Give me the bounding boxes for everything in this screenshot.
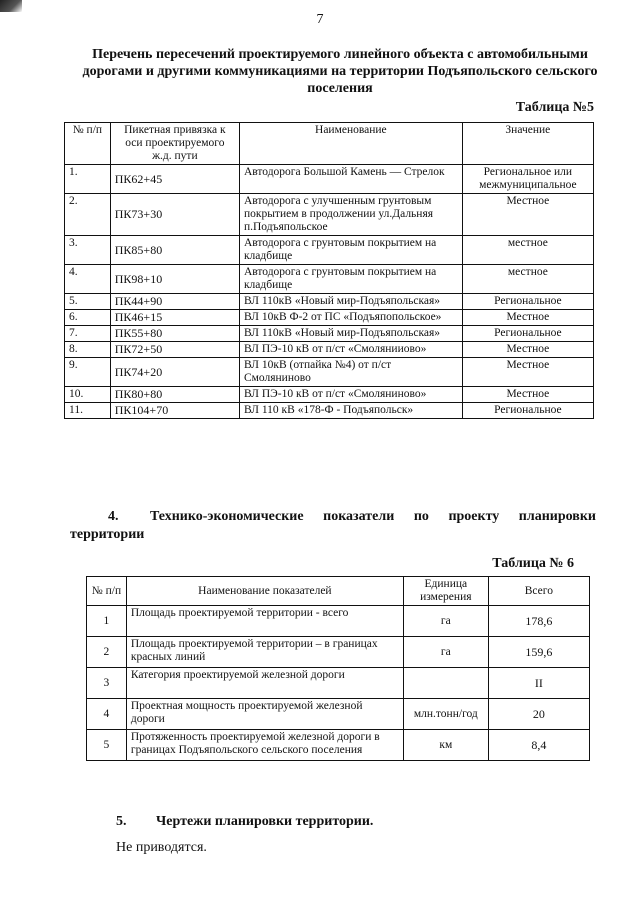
- row-total: 159,6: [488, 637, 589, 668]
- row-number: 2: [87, 637, 127, 668]
- page-heading: Перечень пересечений проектируемого линейного объекта с автомобильными дорогами и другими коммуникациями на территории Подъяпольского сельского поселения: [82, 47, 598, 96]
- row-indicator: Площадь проектируемой территории - всего: [126, 606, 403, 637]
- row-value: Региональное: [462, 326, 593, 342]
- table-row: [87, 699, 590, 730]
- header-picket: Пикетная привязка к оси проектируемого ж.д. пути: [110, 123, 239, 165]
- table-row: [87, 637, 590, 668]
- row-number: 2.: [65, 194, 111, 236]
- scan-corner-mark: [0, 0, 22, 12]
- row-number: 5.: [65, 294, 111, 310]
- row-name: ВЛ 110кВ «Новый мир-Подъяпольская»: [239, 326, 462, 342]
- row-picket: ПК74+20: [110, 358, 239, 387]
- row-unit: млн.тонн/год: [403, 699, 488, 730]
- section4-heading: [70, 508, 596, 544]
- section5-note: Не приводятся.: [116, 840, 207, 855]
- row-picket: ПК62+45: [110, 165, 239, 194]
- row-total: 20: [488, 699, 589, 730]
- row-number: 4.: [65, 265, 111, 294]
- table-row: [87, 668, 590, 699]
- row-picket: ПК80+80: [110, 387, 239, 403]
- row-total: 178,6: [488, 606, 589, 637]
- row-value: Региональное: [462, 403, 593, 419]
- table-row: [65, 310, 594, 326]
- row-total: 8,4: [488, 730, 589, 761]
- row-picket: ПК73+30: [110, 194, 239, 236]
- header-name: Наименование: [239, 123, 462, 165]
- row-number: 10.: [65, 387, 111, 403]
- row-number: 3: [87, 668, 127, 699]
- table-header-row: [65, 123, 594, 165]
- table-row: [65, 342, 594, 358]
- row-number: 11.: [65, 403, 111, 419]
- header-unit: Единица измерения: [403, 577, 488, 606]
- table-row: [65, 265, 594, 294]
- row-total: II: [488, 668, 589, 699]
- row-name: ВЛ 10кВ (отпайка №4) от п/ст Смоляниново: [239, 358, 462, 387]
- row-number: 5: [87, 730, 127, 761]
- table-header-row: [87, 577, 590, 606]
- row-picket: ПК104+70: [110, 403, 239, 419]
- row-unit: км: [403, 730, 488, 761]
- table-row: [65, 326, 594, 342]
- row-indicator: Протяженность проектируемой железной дороги в границах Подъяпольского сельского поселения: [126, 730, 403, 761]
- table-row: [65, 165, 594, 194]
- table-row: [65, 294, 594, 310]
- section5-heading: [116, 814, 373, 830]
- table-row: [87, 606, 590, 637]
- header-total: Всего: [488, 577, 589, 606]
- row-name: Автодорога Большой Камень — Стрелок: [239, 165, 462, 194]
- row-picket: ПК46+15: [110, 310, 239, 326]
- row-value: Местное: [462, 310, 593, 326]
- page-number: 7: [316, 12, 324, 27]
- row-value: Местное: [462, 358, 593, 387]
- row-unit: [403, 668, 488, 699]
- row-picket: ПК55+80: [110, 326, 239, 342]
- table-row: [65, 358, 594, 387]
- section5-title: Чертежи планировки территории.: [156, 814, 374, 829]
- section4-title: Технико-экономические показатели по проекту планировки территории: [70, 509, 596, 542]
- section5-number: 5.: [116, 814, 127, 829]
- header-num: № п/п: [87, 577, 127, 606]
- row-picket: ПК72+50: [110, 342, 239, 358]
- row-value: Региональное: [462, 294, 593, 310]
- row-number: 1.: [65, 165, 111, 194]
- table-row: [87, 730, 590, 761]
- row-name: ВЛ 110 кВ «178-Ф - Подъяпольск»: [239, 403, 462, 419]
- row-number: 8.: [65, 342, 111, 358]
- row-name: ВЛ 110кВ «Новый мир-Подъяпольская»: [239, 294, 462, 310]
- table-row: [65, 194, 594, 236]
- row-number: 9.: [65, 358, 111, 387]
- row-unit: га: [403, 637, 488, 668]
- row-value: Региональное или межмуниципальное: [462, 165, 593, 194]
- row-number: 3.: [65, 236, 111, 265]
- table-row: [65, 403, 594, 419]
- row-indicator: Категория проектируемой железной дороги: [126, 668, 403, 699]
- section4-number: 4.: [108, 509, 119, 524]
- row-picket: ПК98+10: [110, 265, 239, 294]
- row-value: местное: [462, 236, 593, 265]
- row-number: 6.: [65, 310, 111, 326]
- header-value: Значение: [462, 123, 593, 165]
- row-number: 4: [87, 699, 127, 730]
- row-name: Автодорога с грунтовым покрытием на кладбище: [239, 236, 462, 265]
- row-picket: ПК85+80: [110, 236, 239, 265]
- row-indicator: Площадь проектируемой территории – в границах красных линий: [126, 637, 403, 668]
- header-indicator: Наименование показателей: [126, 577, 403, 606]
- row-value: Местное: [462, 194, 593, 236]
- row-name: ВЛ ПЭ-10 кВ от п/ст «Смоляниново»: [239, 387, 462, 403]
- row-number: 7.: [65, 326, 111, 342]
- row-unit: га: [403, 606, 488, 637]
- header-num: № п/п: [65, 123, 111, 165]
- row-picket: ПК44+90: [110, 294, 239, 310]
- row-name: Автодорога с грунтовым покрытием на кладбище: [239, 265, 462, 294]
- row-number: 1: [87, 606, 127, 637]
- row-name: Автодорога с улучшенным грунтовым покрытием в продолжении ул.Дальняя п.Подъяпольское: [239, 194, 462, 236]
- row-value: Местное: [462, 342, 593, 358]
- table5-caption: Таблица №5: [515, 100, 594, 115]
- table6-caption: Таблица № 6: [492, 556, 574, 571]
- indicators-table: [86, 576, 590, 761]
- row-value: Местное: [462, 387, 593, 403]
- row-value: местное: [462, 265, 593, 294]
- row-name: ВЛ ПЭ-10 кВ от п/ст «Смолянииово»: [239, 342, 462, 358]
- row-indicator: Проектная мощность проектируемой железной дороги: [126, 699, 403, 730]
- intersections-table: [64, 122, 594, 419]
- table-row: [65, 236, 594, 265]
- row-name: ВЛ 10кВ Ф-2 от ПС «Подъяпопольское»: [239, 310, 462, 326]
- table-row: [65, 387, 594, 403]
